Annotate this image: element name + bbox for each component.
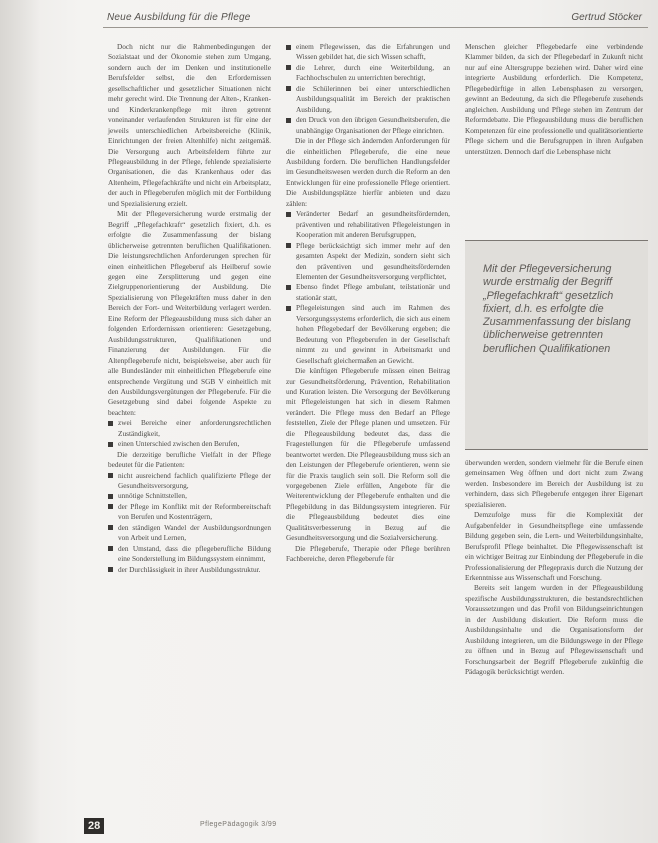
- header-rule: [103, 27, 648, 28]
- paragraph: Die derzeitige berufliche Vielfalt in der Pflege bedeutet für die Patienten:: [108, 449, 271, 470]
- pull-quote-text: Mit der Pflegeversicherung wurde erstmalig der Begriff „Pflegefachkraft“ gesetzlich fixiert, d.h. es erfolgte die Zusammenfassung der bislang üblicherweise getrennten beruflichen Qualifikationen: [483, 263, 631, 355]
- journal-footer: PflegePädagogik 3/99: [200, 821, 277, 828]
- list-item: einem Pflegewissen, das die Erfahrungen und Wissen gebildet hat, die sich Wissen schafft,: [286, 42, 450, 63]
- list-item: den ständigen Wandel der Ausbildungsordnungen von Arbeit und Lernen,: [108, 523, 271, 544]
- text-column-1: [108, 42, 271, 575]
- bullet-list: [108, 471, 271, 576]
- list-item: den Druck von den übrigen Gesundheitsberufen, die unabhängige Organisationen der Pflege einrichten.: [286, 115, 450, 136]
- page-shadow: [0, 0, 40, 843]
- list-item: Pflegeleistungen sind auch im Rahmen des Versorgungssystems erforderlich, die sich aus einem hohen Pflegebedarf der Bevölkerung ergeben; die Bedeutung von Pflegeberufen in der Gesellschaft nimmt zu und gewinnt in Arbeitsmarkt und Gesellschaft gleichermaßen an Gewicht.: [286, 303, 450, 366]
- paragraph: Die Pflegeberufe, Therapie oder Pflege berühren Fachbereiche, deren Pflegeberufe für: [286, 543, 450, 564]
- text-column-3-continued: [465, 458, 643, 678]
- paragraph: überwunden werden, sondern vielmehr für die Berufe einen gemeinsamen Weg öffnen und dort nicht zum Zwang werden. Insbesondere im Bereich der Ausbildung ist zu verhindern, dass sich Pflegeberufe entgegen ihrer Eigenart spezialisieren.: [465, 458, 643, 509]
- paragraph: Demzufolge muss für die Komplexität der Aufgabenfelder in Gesundheitspflege eine umfassende Bildung gegeben sein, die Lern- und Weiterbildungsinhalte, Berufsprofil Pflege beinhaltet. Die Pflegewissenschaft ist ein wichtiger Beitrag zur Einbindung der Pflegeberufe in die Professionalisierung der Pflegepraxis durch die Nutzung der Erkenntnisse aus Wissenschaft und Forschung.: [465, 510, 643, 582]
- bullet-list: [286, 42, 450, 136]
- bullet-list: [108, 418, 271, 449]
- list-item: den Umstand, dass die pflegeberufliche Bildung eine Sonderstellung im Bildungssystem einnimmt,: [108, 544, 271, 565]
- bullet-list: [286, 209, 450, 366]
- list-item: der Pflege im Konflikt mit der Reformbereitschaft von Berufen und Kostenträgern,: [108, 502, 271, 523]
- running-header-title: Neue Ausbildung für die Pflege: [107, 12, 251, 23]
- list-item: zwei Bereiche einer anforderungsrechtlichen Zuständigkeit,: [108, 418, 271, 439]
- paragraph: Die in der Pflege sich ändernden Anforderungen für die einheitlichen Pflegeberufe, die eine neue Ausbildung fordern. Die beruflichen Handlungsfelder im Gesundheitswesen werden durch die Reform an den Entwicklungen für eine professionelle Pflege orientiert. Die Ausbildungsplätze hierfür anbieten und dazu zählen:: [286, 136, 450, 208]
- text-column-3: [465, 42, 643, 157]
- pull-quote-box: [465, 240, 648, 450]
- paragraph: Menschen gleicher Pflegebedarfe eine verbindende Klammer bilden, da sich der Pflegebedarf in Zukunft nicht nur auf eine Altersgruppe beziehen wird. Daher wird eine integrierte Ausbildung erforderlich. Die Kompetenz, Pflegebedürftige in allen Lebensphasen zu versorgen, gewinnt an Bedeutung, da sich die Pflegeberufe zusehends angleichen. Ausbildung und Pflege stehen im Zentrum der Reformdebatte. Die Pflegeausbildung muss die beruflichen Kompetenzen für eine professionelle und qualitätsorientierte Pflege sichern und die Berufsgruppen in ihren Aufgaben unterstützen. Dennoch darf die Lebensphase nicht: [465, 42, 643, 156]
- list-item: die Schülerinnen bei einer unterschiedlichen Ausbildungsqualität im Bereich der praktischen Ausbildung,: [286, 84, 450, 115]
- running-header-author: Gertrud Stöcker: [571, 12, 642, 23]
- list-item: Pflege berücksichtigt sich immer mehr auf den gesamten Aspekt der Medizin, sondern sieht sich den präventiven und gesundheitsfördernden Elementen der Gesundheitsversorgung verpflichtet,: [286, 241, 450, 283]
- paragraph: Die künftigen Pflegeberufe müssen einen Beitrag zur Gesundheitsförderung, Prävention, Rehabilitation und Kuration leisten. Die Versorgung der Bevölkerung mit Pflegeleistungen hat sich in diesem Rahmen verändert. Die Pflege muss den Bedarf an Pflege feststellen, Ziele der Pflege planen und umsetzen. Für die Pflegeausbildung bedeutet das, dass die Fragestellungen für die Pflegeberufe umfassend beantwortet werden. Die Pflegeausbildung muss sich an den Leistungen der Pflegeberufe orientieren, wenn sie für die Praxis tauglich sein soll. Die Reform soll die vorgegebenen Ziele erfüllen, Angebote für die Weiterentwicklung der Pflegeberufe enthalten und die Pflegebildung in das Bildungssystem integrieren. Für die Pflegeausbildung bedeutet dies eine Qualitätsverbesserung in Bezug auf die Gesundheitsversorgung und die Sozialversicherung.: [286, 366, 450, 543]
- paragraph: Bereits seit langem wurden in der Pflegeausbildung spezifische Ausbildungsstrukturen, die bestandsrechtlichen Voraussetzungen und das Profil von Bildungseinrichtungen in der Ausbildung diskutiert. Die Reform muss die Ausbildungsinhalte und die Organisationsform der Ausbildung integrieren, um die Bildungswege in der Pflege zu öffnen und in Bezug auf Pflegewissenschaft und Forschungsarbeit der Begriff Pflegeberufe zukünftig die Pädagogik berücksichtigt werden.: [465, 583, 643, 677]
- list-item: nicht ausreichend fachlich qualifizierte Pflege der Gesundheitsversorgung,: [108, 471, 271, 492]
- list-item: der Durchlässigkeit in ihrer Ausbildungsstruktur.: [108, 565, 271, 575]
- list-item: unnötige Schnittstellen,: [108, 491, 271, 501]
- paragraph: Doch nicht nur die Rahmenbedingungen der Sozialstaat und der Ökonomie stehen zum Umgang, sondern auch der im Denken und institutionelle Berufsfelder selbst, die den Erfordernissen gesellschaftlicher und gesetzlicher Situationen nicht mehr gerecht wird. Die Trennung der Alten-, Kranken- und Kinderkrankenpflege mit ihren getrennt voneinander verlaufenden Strukturen ist für eine der jeweils unterschiedlichen Arbeitsbereiche (Klinik, Einrichtungen der freien Altenhilfe) nicht zeitgemäß. Die Versorgung auch Arbeitsfeldern führte zur Pflegeausbildung in der Pflege, fehlende spezialisierte Organisationen, die das Krankenhaus oder das Altenheim, Pflegefachkräfte und nicht ein Arbeitsplatz, der auch in Pflegeberufen möglich mit der Fortbildung und Spezialisierung erzielt.: [108, 42, 271, 208]
- list-item: Ebenso findet Pflege ambulant, teilstationär und stationär statt,: [286, 282, 450, 303]
- page-number: 28: [84, 818, 104, 834]
- list-item: Veränderter Bedarf an gesundheitsfördernden, präventiven und rehabilitativen Pflegeleistungen in Kooperation mit anderen Berufsgruppen,: [286, 209, 450, 240]
- text-column-2: [286, 42, 450, 565]
- list-item: die Lehrer, durch eine Weiterbildung, an Fachhochschulen zu unterrichten berechtigt,: [286, 63, 450, 84]
- paragraph: Mit der Pflegeversicherung wurde erstmalig der Begriff „Pflegefachkraft“ gesetzlich fixiert, d.h. es erfolgte die Zusammenfassung der bislang üblicherweise getrennten beruflichen Qualifikationen. Die leistungsrechtlichen Anforderungen sprechen für einen einheitlichen Pflegeberuf als Heilberuf sowie gegen eine Zersplitterung und gegen eine Zielgruppenorientierung der Ausbildung. Die Spezialisierung von Pflegekräften muss daher in den Bereich der Fort- und Weiterbildung verlagert werden. Eine Reform der Pflegeausbildung muss sich daher an folgenden Erfordernissen orientieren: Gesetzgebung, Ausbildungsstrukturen, Qualifikationen und Finanzierung der Ausbildungen. Für die Altenpflegeberufe nicht, beispielsweise, aber auch für alle Bundesländer mit einheitlichen Pflegeberufe eine entsprechende Vergütung und SGB V einheitlich mit den Ausbildungsvergütungen der Pflegeberufe. Für die Gesetzgebung sind dabei folgende Aspekte zu beachten:: [108, 209, 271, 417]
- list-item: einen Unterschied zwischen den Berufen,: [108, 439, 271, 449]
